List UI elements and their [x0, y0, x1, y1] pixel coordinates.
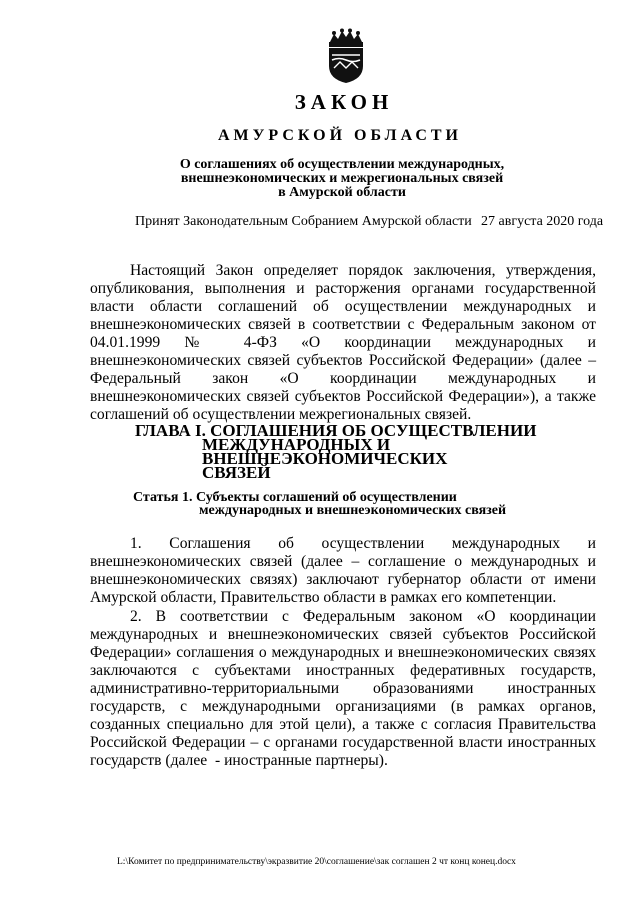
article-item-1	[90, 535, 600, 607]
file-path-footer: L:\Комитет по предпринимательству\экразвитие 20\соглашение\зак соглашен 2 чт конц конец.docx	[117, 857, 516, 867]
preamble-text: Настоящий Закон определяет порядок заключения, утверждения, опубликования, выполнения и расторжения органами государственной власти области соглашений об осуществлении международных и внешнеэкономических связей в соответствии с Федеральным законом от 04.01.1999 № 4-ФЗ «О координации международных и внешнеэкономических связей субъектов Российской Федерации» (далее – Федеральный закон «О координации международных и внешнеэкономических связей субъектов Российской Федерации»), а также соглашений об осуществлении межрегиональных связей.	[90, 262, 596, 423]
law-title: ЗАКОН	[294, 90, 394, 114]
law-subject-line: внешнеэкономических и межрегиональных связей	[180, 171, 504, 186]
law-subject-line: в Амурской области	[278, 185, 406, 200]
article-item-2	[90, 608, 600, 770]
law-subject-line: О соглашениях об осуществлении международных,	[179, 157, 505, 172]
article-item-text: 1. Соглашения об осуществлении международных и внешнеэкономических связей (далее – соглашение о международных и внешнеэкономических связях) заключают губернатор области от имени Амурской области, Правительство области в рамках его компетенции.	[90, 535, 600, 606]
preamble-paragraph	[90, 262, 596, 424]
article-heading	[133, 491, 506, 517]
article-heading-line: Статья 1. Субъекты соглашений об осуществлении	[133, 490, 457, 505]
chapter-heading-line: ГЛАВА I. СОГЛАШЕНИЯ ОБ ОСУЩЕСТВЛЕНИИ	[135, 421, 537, 440]
article-item-text: 2. В соответствии с Федеральным законом «О координации международных и внешнеэкономических связей субъектов Российской Федерации» соглашения о международных и внешнеэкономических связях заключаются с субъектами иностранных федеративных государств, административно-территориальными образованиями иностранных государств, с международными организациями (в рамках органов, созданных специально для этой цели), а также с согласия Правительства Российской Федерации – с органами государственной власти иностранных государств (далее - иностранные партнеры).	[90, 608, 600, 769]
adopted-by-text: Принят Законодательным Собранием Амурской области	[135, 214, 472, 229]
chapter-heading-line: МЕЖДУНАРОДНЫХ И	[202, 435, 391, 454]
article-heading-line: международных и внешнеэкономических связей	[199, 503, 507, 518]
amur-region-coat-of-arms-icon	[322, 28, 370, 84]
chapter-heading	[135, 421, 537, 482]
adoption-date: 27 августа 2020 года	[481, 214, 604, 229]
chapter-heading-line: ВНЕШНЕЭКОНОМИЧЕСКИХ	[202, 449, 448, 468]
region-title: АМУРСКОЙ ОБЛАСТИ	[218, 127, 462, 144]
law-subject	[22, 158, 640, 200]
chapter-heading-line: СВЯЗЕЙ	[202, 463, 271, 482]
